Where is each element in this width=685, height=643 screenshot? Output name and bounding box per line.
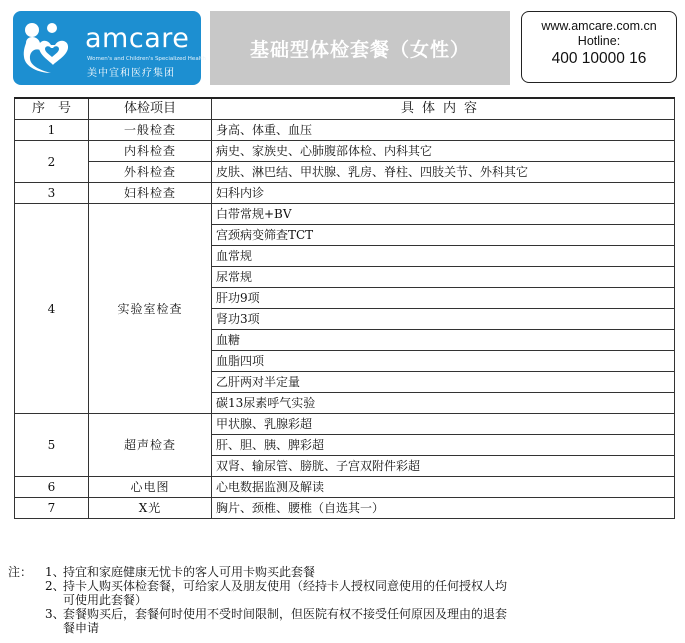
row-content: 宫颈病变筛查TCT (212, 225, 675, 246)
row-content: 身高、体重、血压 (212, 120, 675, 141)
row-number: 1 (15, 120, 89, 141)
table-row (15, 414, 675, 435)
page-header (0, 0, 685, 92)
table-row (15, 204, 675, 225)
row-content: 病史、家族史、心肺腹部体检、内科其它 (212, 141, 675, 162)
row-item: 妇科检查 (89, 183, 212, 204)
hotline-number[interactable]: 400 10000 16 (551, 50, 647, 67)
note-item (8, 607, 678, 621)
notes-section (8, 565, 678, 635)
note-number: 2、 (45, 579, 65, 593)
package-title: 基础型体检套餐（女性） (249, 38, 470, 61)
note-text-continued: 可使用此套餐） (63, 593, 148, 607)
row-content: 妇科内诊 (212, 183, 675, 204)
header-content: 具体内容 (212, 98, 675, 120)
row-item: X光 (89, 498, 212, 519)
note-text: 持宜和家庭健康无忧卡的客人可用卡购买此套餐 (63, 565, 316, 579)
table-header-row (15, 98, 675, 120)
row-content: 血脂四项 (212, 351, 675, 372)
row-item: 实验室检查 (89, 204, 212, 414)
row-content: 心电数据监测及解读 (212, 477, 675, 498)
table-row (15, 120, 675, 141)
note-number: 3、 (45, 607, 65, 621)
row-content: 胸片、颈椎、腰椎（自选其一） (212, 498, 675, 519)
header-item: 体检项目 (89, 98, 212, 120)
row-number: 6 (15, 477, 89, 498)
note-item (8, 579, 678, 593)
table-row (15, 141, 675, 162)
package-table (14, 97, 675, 519)
note-item (8, 565, 678, 579)
brand-subtitle: Women's and Children's Specialized Health (87, 56, 206, 62)
row-content: 肝、胆、胰、脾彩超 (212, 435, 675, 456)
row-item: 一般检查 (89, 120, 212, 141)
row-number: 2 (15, 141, 89, 183)
note-text: 套餐购买后，套餐何时使用不受时间限制，但医院有权不接受任何原因及理由的退套 (63, 607, 508, 621)
row-content: 乙肝两对半定量 (212, 372, 675, 393)
amcare-logo (13, 11, 206, 85)
row-number: 3 (15, 183, 89, 204)
row-item: 内科检查 (89, 141, 212, 162)
row-number: 5 (15, 414, 89, 477)
website-link[interactable]: www.amcare.com.cn (541, 19, 657, 33)
brand-chinese-name: 美中宜和医疗集团 (87, 68, 175, 79)
row-item: 超声检查 (89, 414, 212, 477)
row-number: 4 (15, 204, 89, 414)
table-row (15, 183, 675, 204)
contact-box (521, 11, 677, 83)
table-row (15, 477, 675, 498)
header-no: 序 号 (15, 98, 89, 120)
row-content: 尿常规 (212, 267, 675, 288)
row-content: 血糖 (212, 330, 675, 351)
row-item: 心电图 (89, 477, 212, 498)
family-heart-icon (21, 21, 81, 77)
note-text: 持卡人购买体检套餐，可给家人及朋友使用（经持卡人授权同意使用的任何授权人均 (63, 579, 508, 593)
row-content: 白带常规+BV (212, 204, 675, 225)
brand-name: amcare (85, 23, 190, 54)
notes-label: 注： (8, 565, 33, 579)
table-row (15, 162, 675, 183)
row-content: 肾功3项 (212, 309, 675, 330)
row-number: 7 (15, 498, 89, 519)
note-number: 1、 (45, 565, 65, 579)
hotline-label: Hotline: (577, 34, 621, 48)
row-content: 双肾、输尿管、膀胱、子宫双附件彩超 (212, 456, 675, 477)
table-row (15, 498, 675, 519)
row-content: 肝功9项 (212, 288, 675, 309)
row-content: 血常规 (212, 246, 675, 267)
row-content: 皮肤、淋巴结、甲状腺、乳房、脊柱、四肢关节、外科其它 (212, 162, 675, 183)
row-content: 碳13尿素呼气实验 (212, 393, 675, 414)
row-item: 外科检查 (89, 162, 212, 183)
row-content: 甲状腺、乳腺彩超 (212, 414, 675, 435)
package-title-box (210, 11, 510, 85)
note-text-continued: 餐申请 (63, 621, 100, 635)
